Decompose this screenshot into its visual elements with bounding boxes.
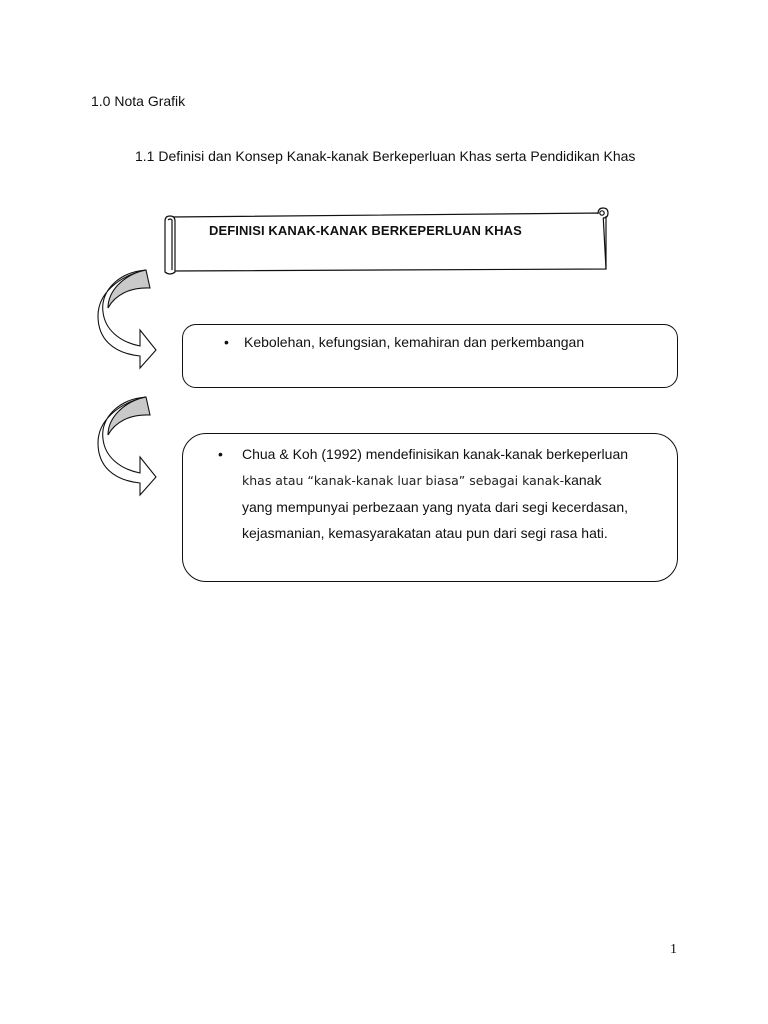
definition-item-2 (218, 441, 672, 546)
bullet-icon: • (224, 334, 229, 350)
definition-line: Chua & Koh (1992) mendefinisikan kanak-kanak berkeperluan (242, 446, 629, 462)
definition-item-1 (224, 329, 585, 355)
curved-arrow-icon (98, 270, 156, 368)
definition-line: yang mempunyai perbezaan yang nyata dari segi kecerdasan, (242, 499, 629, 515)
page-number: 1 (670, 942, 677, 957)
definition-line: kejasmanian, kemasyarakatan atau pun dari segi rasa hati. (242, 525, 608, 541)
subsection-heading: 1.1 Definisi dan Konsep Kanak-kanak Berkeperluan Khas serta Pendidikan Khas (135, 148, 636, 164)
curved-arrow-icon (98, 397, 156, 495)
section-heading: 1.0 Nota Grafik (91, 93, 186, 109)
banner-title: DEFINISI KANAK-KANAK BERKEPERLUAN KHAS (209, 223, 522, 238)
scroll-banner-icon (165, 208, 608, 274)
bullet-icon: • (218, 446, 223, 462)
definition-text: Kebolehan, kefungsian, kemahiran dan perkembangan (244, 334, 585, 350)
definition-line: khas atau “kanak-kanak luar biasa” sebagai kanak-kanak (242, 472, 602, 488)
